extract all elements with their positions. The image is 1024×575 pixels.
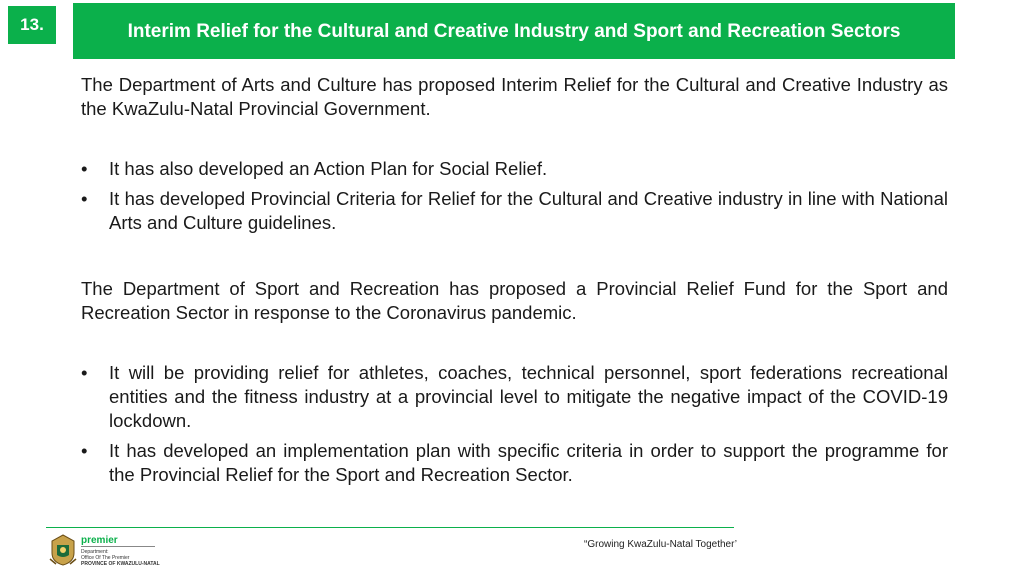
bullet-item [81,187,948,235]
bullet-icon: • [81,158,88,179]
coat-of-arms-icon [48,533,78,567]
logo-divider [81,546,155,547]
slide-content [81,73,948,493]
logo-office: Office Of The Premier [81,555,130,561]
bullet-icon: • [81,188,88,209]
logo-premier-text: premier [81,535,118,546]
slide-number: 13. [8,6,56,44]
footer-tagline: “Growing KwaZulu-Natal Together’ [584,539,738,550]
logo-province: PROVINCE OF KWAZULU-NATAL [81,561,160,567]
premier-logo [48,533,168,571]
bullet-text: It will be providing relief for athletes, coaches, technical personnel, sport federations recreational entities and the fitness industry at a provincial level to mitigate the negative impact of the COVID-19 lockdown. [109,362,948,431]
logo-department: Department: [81,549,109,555]
footer-divider [46,527,734,528]
paragraph-arts-culture: The Department of Arts and Culture has proposed Interim Relief for the Cultural and Creative Industry as the KwaZulu-Natal Provincial Government. [81,74,948,119]
bullet-item [81,439,948,487]
bullet-text: It has developed an implementation plan with specific criteria in order to support the programme for the Provincial Relief for the Sport and Recreation Sector. [109,440,948,485]
bullet-list-sport [81,361,948,487]
paragraph-sport-recreation: The Department of Sport and Recreation has proposed a Provincial Relief Fund for the Sport and Recreation Sector in response to the Coronavirus pandemic. [81,278,948,323]
title-bar [73,3,955,59]
bullet-item [81,157,948,181]
bullet-list-arts [81,157,948,235]
bullet-item [81,361,948,433]
slide-title: Interim Relief for the Cultural and Creative Industry and Sport and Recreation Sectors [127,20,901,42]
bullet-text: It has also developed an Action Plan for Social Relief. [109,158,548,179]
bullet-icon: • [81,440,88,461]
bullet-text: It has developed Provincial Criteria for Relief for the Cultural and Creative industry in line with National Arts and Culture guidelines. [109,188,948,233]
bullet-icon: • [81,362,88,383]
